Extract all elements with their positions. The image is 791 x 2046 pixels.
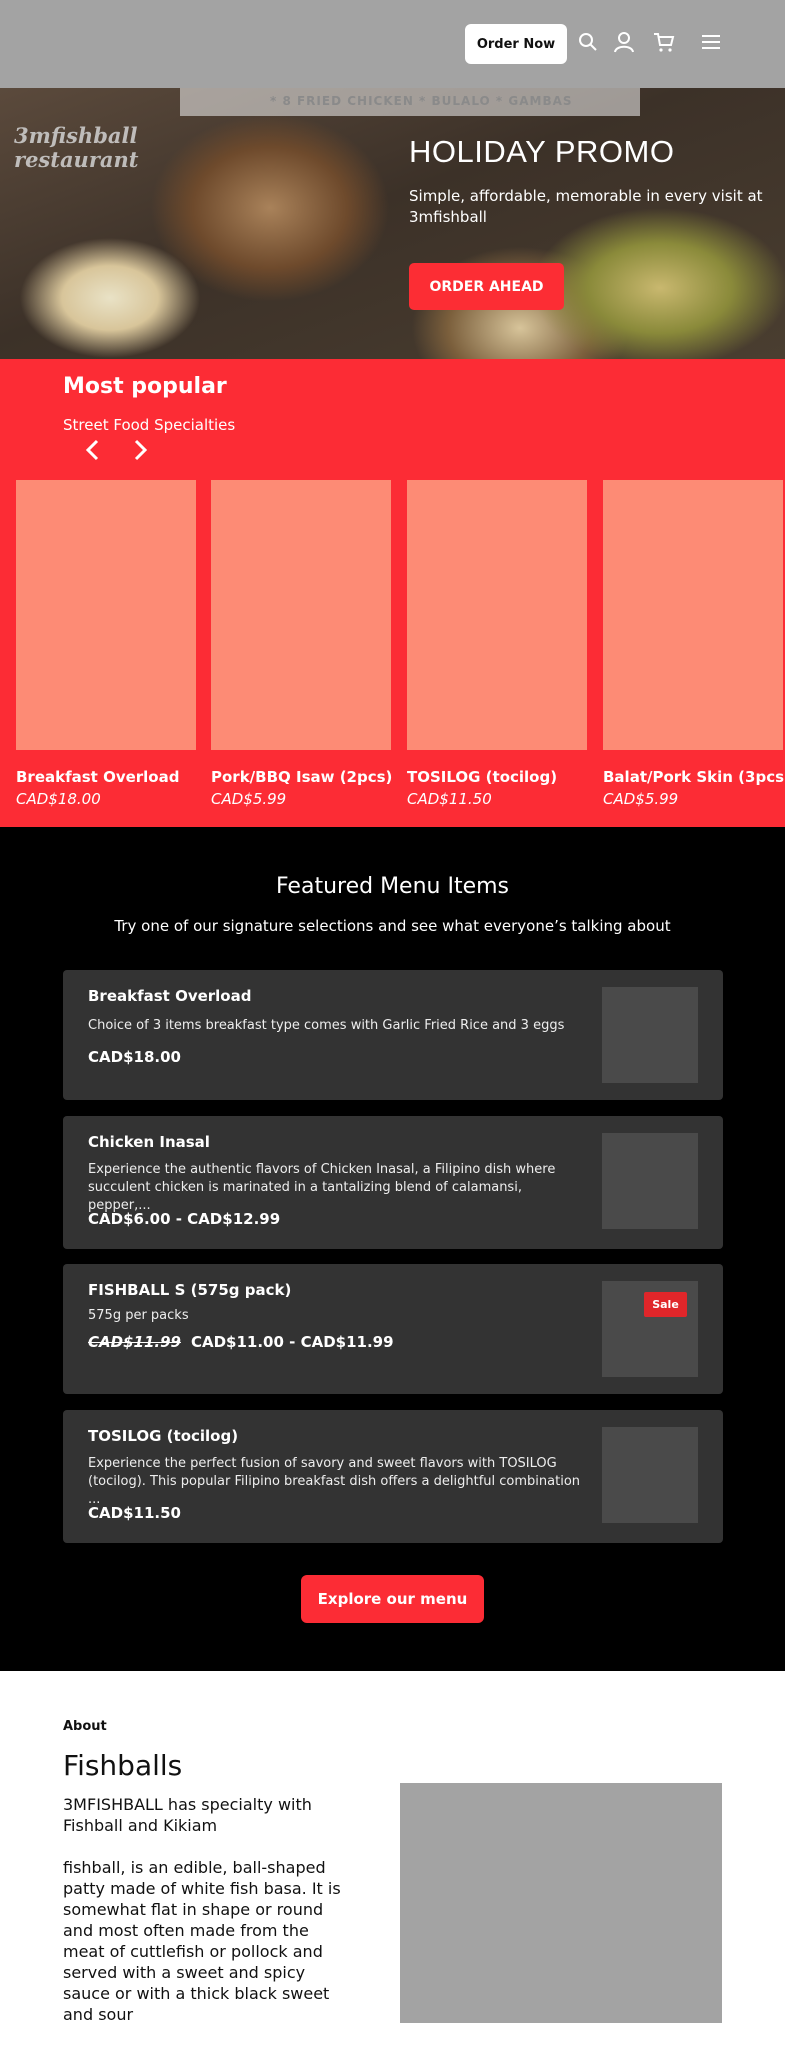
section-title: Most popular (63, 374, 227, 399)
product-image[interactable] (211, 480, 391, 750)
restaurant-logo: 3mfishball restaurant (14, 123, 139, 172)
product-name[interactable]: TOSILOG (tocilog) (407, 768, 558, 786)
about-image (400, 1783, 722, 2023)
sale-badge: Sale (644, 1292, 687, 1317)
menu-item-name[interactable]: TOSILOG (tocilog) (88, 1427, 239, 1445)
menu-item-image[interactable] (602, 1427, 698, 1523)
section-subtitle: Try one of our signature selections and see what everyone’s talking about (114, 917, 671, 935)
menu-item-card[interactable] (63, 1116, 723, 1249)
menu-icon[interactable] (699, 30, 723, 54)
product-name[interactable]: Breakfast Overload (16, 768, 180, 786)
menu-item-price: CAD$18.00 (88, 1048, 181, 1066)
product-image[interactable] (16, 480, 196, 750)
carousel-next-icon[interactable] (126, 435, 156, 465)
menu-item-price: CAD$6.00 - CAD$12.99 (88, 1210, 281, 1228)
product-card[interactable] (211, 480, 391, 808)
order-now-button[interactable]: Order Now (465, 24, 567, 64)
explore-menu-button[interactable]: Explore our menu (301, 1575, 484, 1623)
menu-item-description: Experience the authentic flavors of Chicken Inasal, a Filipino dish where succulent chicken is marinated in a tantalizing blend of calamansi, pepper,... (88, 1162, 556, 1213)
search-icon[interactable] (576, 30, 600, 54)
menu-item-name[interactable]: Breakfast Overload (88, 987, 252, 1005)
product-name[interactable]: Balat/Pork Skin (3pcs) (603, 768, 791, 786)
menu-item-description: Choice of 3 items breakfast type comes with Garlic Fried Rice and 3 eggs (88, 1018, 565, 1033)
menu-item-image[interactable] (602, 1281, 698, 1377)
most-popular-section (0, 359, 791, 827)
about-label: About (63, 1719, 107, 1734)
site-header (0, 0, 785, 88)
product-image[interactable] (603, 480, 783, 750)
about-text (63, 1794, 343, 2046)
menu-item-description: Experience the perfect fusion of savory and sweet flavors with TOSILOG (tocilog). This popular Filipino breakfast dish offers a delightful combination ... (88, 1456, 581, 1507)
hero-subtitle: Simple, affordable, memorable in every visit at 3mfishball (409, 187, 763, 226)
about-title: Fishballs (63, 1749, 183, 1782)
product-price: CAD$18.00 (16, 790, 101, 808)
product-price: CAD$5.99 (211, 790, 287, 808)
hero-title: HOLIDAY PROMO (409, 134, 675, 169)
product-price: CAD$11.50 (407, 790, 492, 808)
about-paragraph: fishball, is an edible, ball-shaped patty made of white fish basa. It is somewhat flat in shape or round and most often made from the meat of cuttlefish or pollock and served with a sweet and spicy sauce or with a thick black sweet and sour (63, 1858, 341, 2024)
section-subtitle: Street Food Specialties (63, 416, 236, 434)
cart-icon[interactable] (652, 30, 676, 54)
about-paragraph: 3MFISHBALL has specialty with Fishball and Kikiam (63, 1795, 312, 1835)
carousel-prev-icon[interactable] (77, 435, 107, 465)
product-price: CAD$5.99 (603, 790, 679, 808)
promo-banner-text: * 8 FRIED CHICKEN * BULALO * GAMBAS (270, 94, 573, 108)
menu-item-old-price: CAD$11.99 (88, 1333, 181, 1351)
menu-item-name[interactable]: FISHBALL S (575g pack) (88, 1281, 292, 1299)
menu-item-image[interactable] (602, 987, 698, 1083)
user-icon[interactable] (612, 30, 636, 54)
menu-item-image[interactable] (602, 1133, 698, 1229)
menu-item-description: 575g per packs (88, 1308, 189, 1323)
menu-item-price: CAD$11.50 (88, 1504, 181, 1522)
section-title: Featured Menu Items (275, 874, 510, 899)
menu-item-name[interactable]: Chicken Inasal (88, 1133, 210, 1151)
featured-menu-section (0, 827, 785, 1671)
menu-item-card[interactable] (63, 1264, 723, 1394)
product-image[interactable] (407, 480, 587, 750)
hero-banner (0, 88, 785, 359)
order-ahead-button[interactable]: ORDER AHEAD (409, 263, 564, 310)
product-card[interactable] (603, 480, 791, 808)
about-section (0, 1671, 785, 2024)
product-name[interactable]: Pork/BBQ Isaw (2pcs) (211, 768, 393, 786)
menu-item-price: CAD$11.99 CAD$11.00 - CAD$11.99 (88, 1333, 394, 1351)
menu-item-card[interactable] (63, 970, 723, 1100)
product-card[interactable] (16, 480, 196, 808)
product-card[interactable] (407, 480, 587, 808)
menu-item-card[interactable] (63, 1410, 723, 1543)
